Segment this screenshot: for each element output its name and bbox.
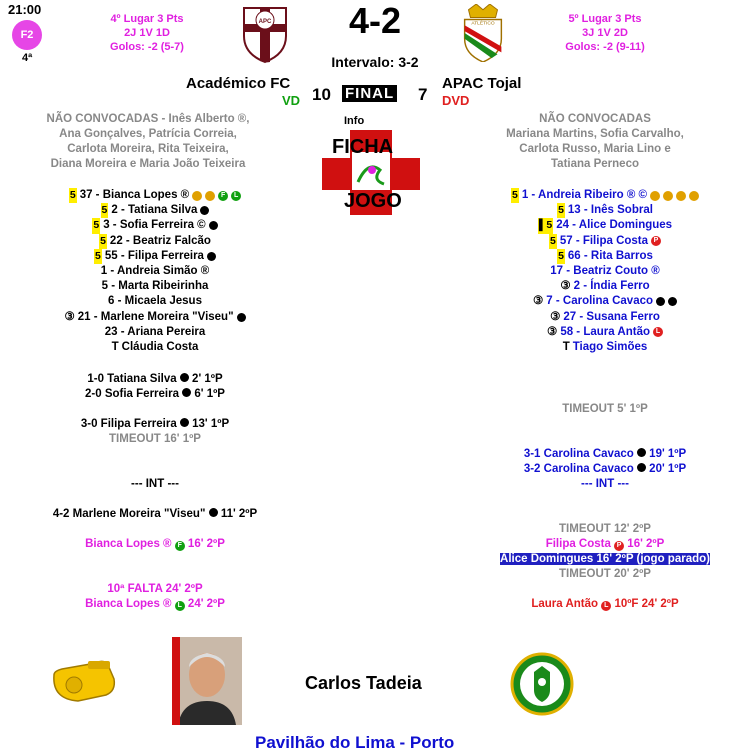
halftime-score: Intervalo: 3-2: [331, 54, 419, 70]
player-row[interactable]: [20, 249, 290, 264]
goal-time: 6' 1ºP: [194, 388, 225, 400]
home-team-name[interactable]: Académico FC: [186, 75, 291, 92]
player-row[interactable]: [20, 203, 290, 218]
player-tag: 5: [557, 203, 565, 218]
ficha-jogo-link[interactable]: [322, 130, 420, 215]
info-label[interactable]: Info: [344, 115, 365, 127]
stoppage-text: Alice Domingues 16' 2ºP (jogo parado): [500, 553, 710, 565]
player-row[interactable]: [20, 325, 290, 340]
player-row[interactable]: [470, 340, 740, 355]
round-label: 4ª: [22, 52, 33, 64]
goal-event: [20, 417, 290, 432]
home-not-called: [28, 112, 268, 172]
goal-time: 11' 2ºP: [220, 508, 258, 520]
player-row[interactable]: [470, 294, 740, 309]
goal-text: 3-0 Filipa Ferreira: [80, 418, 177, 430]
player-tag: 5: [511, 188, 519, 203]
home-record: [282, 93, 300, 108]
card-player: Bianca Lopes ®: [85, 538, 172, 550]
card-event: [20, 597, 290, 612]
player-name: 6 - Micaela Jesus: [108, 295, 202, 308]
red-card-icon: P: [651, 236, 661, 246]
player-name: 27 - Susana Ferro: [563, 310, 660, 323]
goal-text: 1-0 Tatiana Silva: [87, 373, 177, 385]
player-name: 2 - Índia Ferro: [573, 280, 650, 293]
goal-text: 3-1 Carolina Cavaco: [523, 448, 634, 460]
away-events: [470, 402, 740, 612]
player-name: 1 - Andreia Simão ®: [100, 264, 210, 277]
goal-icon: [237, 313, 246, 322]
interval-marker: --- INT ---: [131, 478, 179, 490]
player-tag: 5: [99, 234, 107, 249]
association-logo-icon: [510, 652, 574, 716]
award-icon: [205, 191, 215, 201]
green-card-icon: F: [218, 191, 228, 201]
home-fouls: 10: [312, 85, 331, 104]
jogo-title: JOGO: [344, 190, 402, 212]
player-row[interactable]: [20, 279, 290, 294]
player-name: 58 - Laura Antão: [560, 325, 650, 338]
away-record: [442, 93, 469, 108]
goal-icon: [637, 463, 646, 472]
red-card-icon: P: [614, 541, 624, 551]
player-name: 55 - Filipa Ferreira: [104, 249, 204, 262]
green-card-icon: F: [175, 541, 185, 551]
away-not-called: [480, 112, 710, 172]
away-record-text: DVD: [442, 93, 470, 108]
away-stats-line: Golos: -2 (9-11): [565, 41, 645, 53]
status-badge: FINAL: [342, 85, 397, 102]
goal-icon: [180, 418, 189, 427]
award-icon: [689, 191, 699, 201]
player-tag: 5: [92, 218, 100, 233]
player-row[interactable]: [20, 188, 290, 203]
player-row[interactable]: [470, 264, 740, 279]
home-crest-icon[interactable]: [240, 6, 290, 64]
away-stats-line: 5º Lugar 3 Pts: [568, 13, 642, 25]
goal-text: 2-0 Sofia Ferreira: [85, 388, 179, 400]
ficha-title: FICHA: [332, 136, 394, 158]
card-time: 24' 2ºP: [187, 598, 225, 610]
timeout-event: TIMEOUT 5' 1ºP: [562, 403, 648, 415]
goal-icon: [637, 448, 646, 457]
home-stats: [82, 12, 212, 54]
away-stats: [545, 12, 665, 54]
svg-text:ATLÉTICO: ATLÉTICO: [471, 21, 495, 27]
player-tag: ③: [550, 310, 561, 323]
card-player: Bianca Lopes ®: [85, 598, 172, 610]
player-name: 24 - Alice Domingues: [556, 219, 673, 232]
player-name: 23 - Ariana Pereira: [104, 325, 206, 338]
card-event: [20, 537, 290, 552]
red-card-icon: L: [653, 327, 663, 337]
not-called-line: NÃO CONVOCADAS - Inês Alberto ®,: [46, 113, 250, 125]
goal-icon: [200, 206, 209, 215]
goal-icon: [209, 221, 218, 230]
player-row[interactable]: [20, 340, 290, 355]
match-time: 21:00: [8, 2, 42, 17]
referee-photo: [172, 637, 242, 725]
final-score: 4-2: [348, 0, 402, 41]
away-roster: [470, 188, 740, 355]
goal-event: [20, 507, 290, 522]
card-time: 10ºF 24' 2ºP: [614, 598, 679, 610]
player-row[interactable]: [20, 264, 290, 279]
player-row[interactable]: [470, 249, 740, 264]
card-time: 16' 2ºP: [627, 538, 665, 550]
svg-text:APC: APC: [258, 19, 272, 25]
award-icon: [650, 191, 660, 201]
player-name: 7 - Carolina Cavaco: [546, 295, 654, 308]
timeout-event: TIMEOUT 12' 2ºP: [559, 523, 651, 535]
not-called-line: Diana Moreira e Maria João Teixeira: [50, 158, 246, 170]
goal-icon: [182, 388, 191, 397]
goal-time: 20' 1ºP: [649, 463, 687, 475]
referee-name[interactable]: Carlos Tadeia: [305, 673, 422, 693]
home-roster: [20, 188, 290, 355]
player-row[interactable]: [20, 310, 290, 325]
award-icon: [192, 191, 202, 201]
goal-event: [470, 447, 740, 462]
player-name: 3 - Sofia Ferreira ©: [103, 219, 206, 232]
goal-text: 4-2 Marlene Moreira "Viseu": [52, 508, 206, 520]
goal-icon: [656, 297, 665, 306]
goal-time: 2' 1ºP: [192, 373, 223, 385]
player-name: 13 - Inês Sobral: [567, 204, 653, 217]
player-name: 57 - Filipa Costa: [559, 234, 649, 247]
player-name: 2 - Tatiana Silva: [111, 204, 198, 217]
player-row[interactable]: [470, 325, 740, 340]
player-tag: 5: [549, 234, 557, 249]
away-crest-icon[interactable]: [458, 4, 508, 62]
player-row[interactable]: [470, 218, 740, 233]
not-called-line: Mariana Martins, Sofia Carvalho,: [506, 128, 684, 140]
foul-event: 10ª FALTA 24' 2ºP: [107, 583, 203, 595]
player-row[interactable]: [20, 234, 290, 249]
player-name: 5 - Marta Ribeirinha: [101, 280, 209, 293]
not-called-line: Ana Gonçalves, Patrícia Correia,: [59, 128, 237, 140]
player-row[interactable]: [20, 218, 290, 233]
home-stats-line: 2J 1V 1D: [124, 27, 170, 39]
card-time: 16' 2ºP: [187, 538, 225, 550]
stoppage-event: [470, 552, 740, 567]
award-icon: [663, 191, 673, 201]
player-row[interactable]: [470, 279, 740, 294]
competition-badge: F2: [12, 20, 42, 50]
not-called-line: Carlota Moreira, Rita Teixeira,: [67, 143, 229, 155]
card-player: Filipa Costa: [545, 538, 611, 550]
goal-event: [470, 462, 740, 477]
goal-event: [20, 387, 290, 402]
card-event: [470, 597, 740, 612]
player-tag: 5: [557, 249, 565, 264]
coach-tag: T: [562, 340, 570, 353]
timeout-event: TIMEOUT 16' 1ºP: [109, 433, 201, 445]
green-card-icon: L: [231, 191, 241, 201]
away-fouls: 7: [418, 85, 428, 104]
goal-icon: [180, 373, 189, 382]
home-stats-line: 4º Lugar 3 Pts: [110, 13, 184, 25]
player-name: 17 - Beatriz Couto ®: [550, 264, 660, 277]
card-player: Laura Antão: [531, 598, 599, 610]
goal-time: 13' 1ºP: [192, 418, 230, 430]
referee-avatar-icon: [172, 637, 242, 725]
player-row[interactable]: [470, 234, 740, 249]
not-called-line: Tatiana Perneco: [551, 158, 639, 170]
home-events: [20, 372, 290, 612]
player-tag: ③: [532, 295, 544, 308]
player-tag: 5: [69, 188, 77, 203]
venue-label[interactable]: Pavilhão do Lima - Porto: [255, 733, 455, 752]
not-called-line: NÃO CONVOCADAS: [539, 113, 651, 125]
home-stats-line: Golos: -2 (5-7): [110, 41, 184, 53]
goal-event: [20, 372, 290, 387]
player-tag: ③: [560, 280, 571, 293]
coach-name: Cláudia Costa: [121, 340, 199, 353]
player-row[interactable]: [470, 310, 740, 325]
player-tag: ▌5: [538, 218, 553, 233]
green-card-icon: L: [175, 601, 185, 611]
interval-marker: --- INT ---: [581, 478, 629, 490]
player-row[interactable]: [470, 203, 740, 218]
not-called-line: Carlota Russo, Maria Lino e: [519, 143, 671, 155]
player-name: 66 - Rita Barros: [567, 249, 653, 262]
player-tag: 5: [101, 203, 109, 218]
player-name: 21 - Marlene Moreira "Viseu": [77, 310, 234, 323]
player-row[interactable]: [20, 294, 290, 309]
player-name: 37 - Bianca Lopes ®: [79, 189, 190, 201]
player-tag: ③: [547, 325, 558, 338]
card-event: [470, 537, 740, 552]
player-name: 1 - Andreia Ribeiro ® ©: [521, 189, 647, 201]
goal-text: 3-2 Carolina Cavaco: [523, 463, 634, 475]
award-icon: [676, 191, 686, 201]
whistle-icon: [48, 655, 118, 705]
timeout-event: TIMEOUT 20' 2ºP: [559, 568, 651, 580]
goal-time: 19' 1ºP: [649, 448, 687, 460]
goal-icon: [668, 297, 677, 306]
player-row[interactable]: [470, 188, 740, 203]
coach-name: Tiago Simões: [572, 340, 648, 353]
red-card-icon: L: [601, 601, 611, 611]
coach-tag: T: [111, 340, 119, 353]
player-tag: ③: [64, 310, 75, 323]
goal-icon: [209, 508, 218, 517]
player-tag: 5: [94, 249, 102, 264]
away-stats-line: 3J 1V 2D: [582, 27, 628, 39]
player-name: 22 - Beatriz Falcão: [109, 234, 211, 247]
goal-icon: [207, 252, 216, 261]
away-team-name[interactable]: APAC Tojal: [442, 75, 522, 92]
home-record-text: VD: [282, 93, 301, 108]
